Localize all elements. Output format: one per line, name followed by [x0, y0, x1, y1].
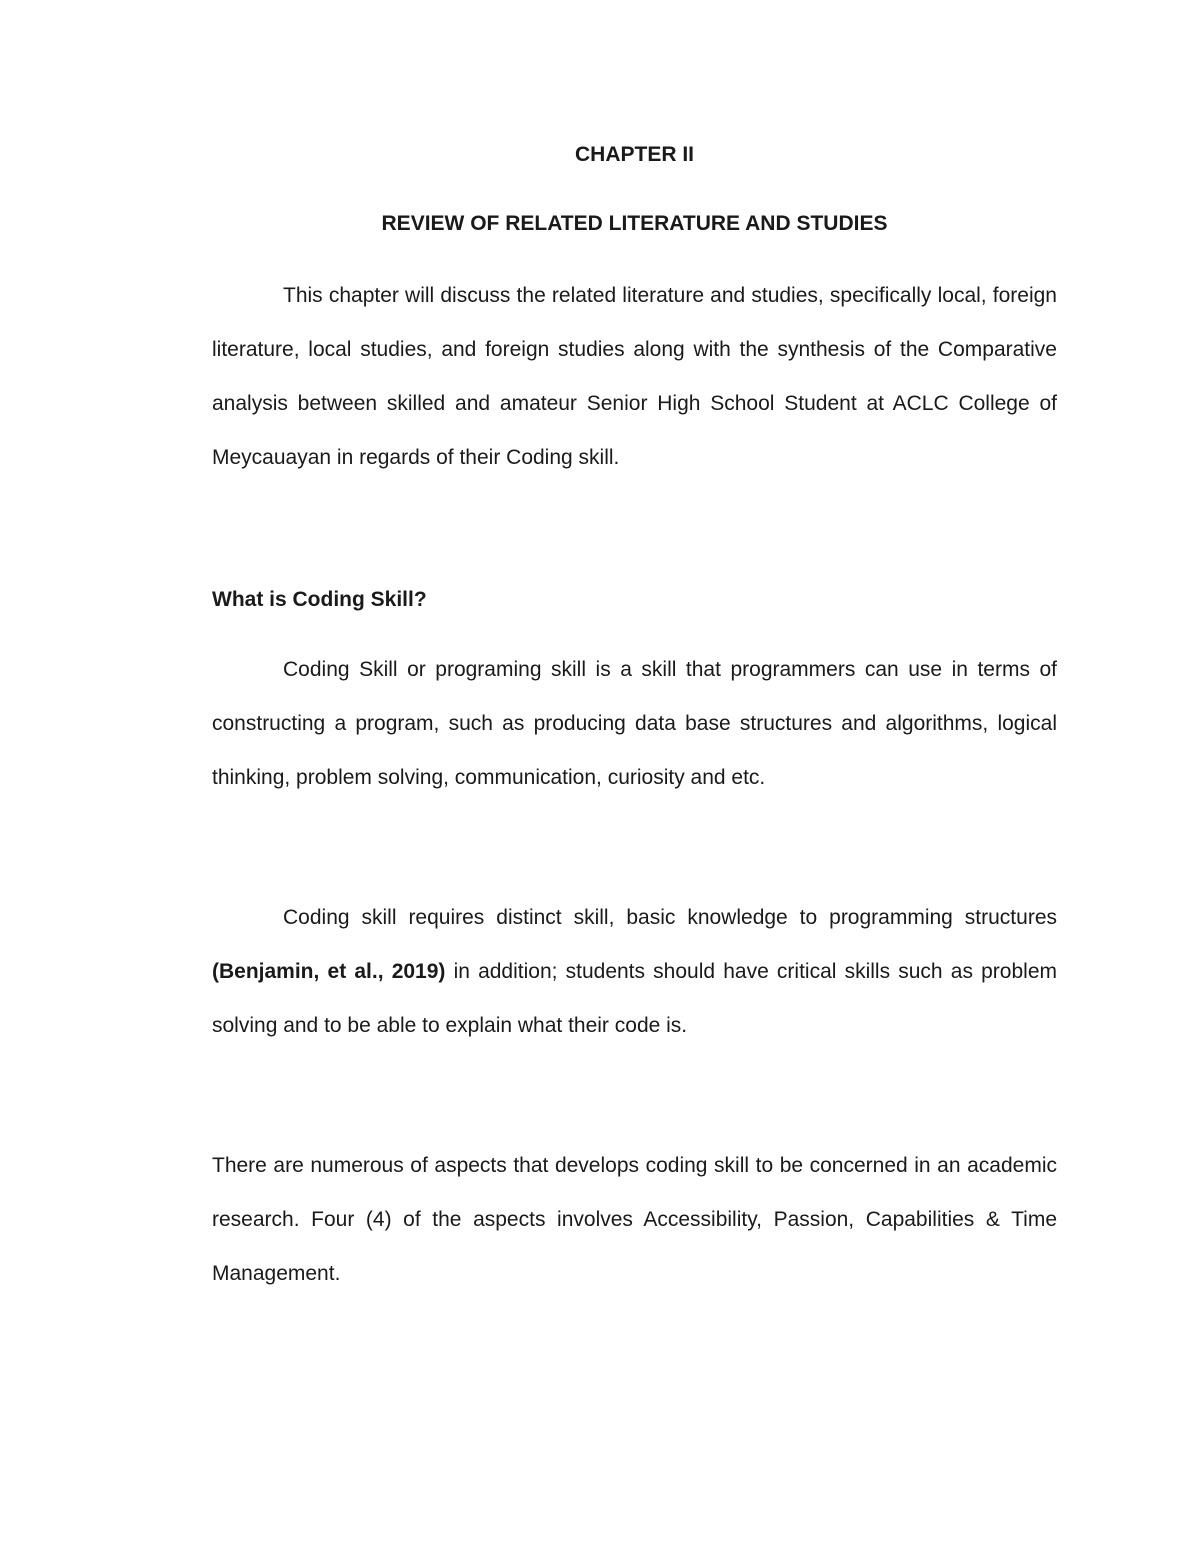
definition-paragraph: Coding Skill or programing skill is a skill that programmers can use in terms of constructing a program, such as producing data base structures and algorithms, logical thinking, problem solving, communication, curiosity and etc.	[212, 658, 1057, 789]
chapter-number: CHAPTER II	[574, 143, 694, 166]
section-heading: What is Coding Skill?	[212, 588, 427, 611]
citation: (Benjamin, et al., 2019)	[212, 960, 446, 983]
requirements-paragraph	[212, 891, 1057, 1053]
requirements-text-end: in addition; students should have critical skills such as problem solving and to be able to explain what their code is.	[212, 960, 1057, 1037]
intro-paragraph: This chapter will discuss the related literature and studies, specifically local, foreign literature, local studies, and foreign studies along with the synthesis of the Comparative analysis between skilled and amateur Senior High School Student at ACLC College of Meycauayan in regards of their Coding skill.	[212, 284, 1057, 469]
requirements-text-start: Coding skill requires distinct skill, basic knowledge to programming structures	[283, 906, 1057, 929]
aspects-paragraph: There are numerous of aspects that develops coding skill to be concerned in an academic research. Four (4) of the aspects involves Accessibility, Passion, Capabilities & Time Management.	[212, 1154, 1057, 1285]
chapter-title: REVIEW OF RELATED LITERATURE AND STUDIES	[381, 212, 888, 235]
